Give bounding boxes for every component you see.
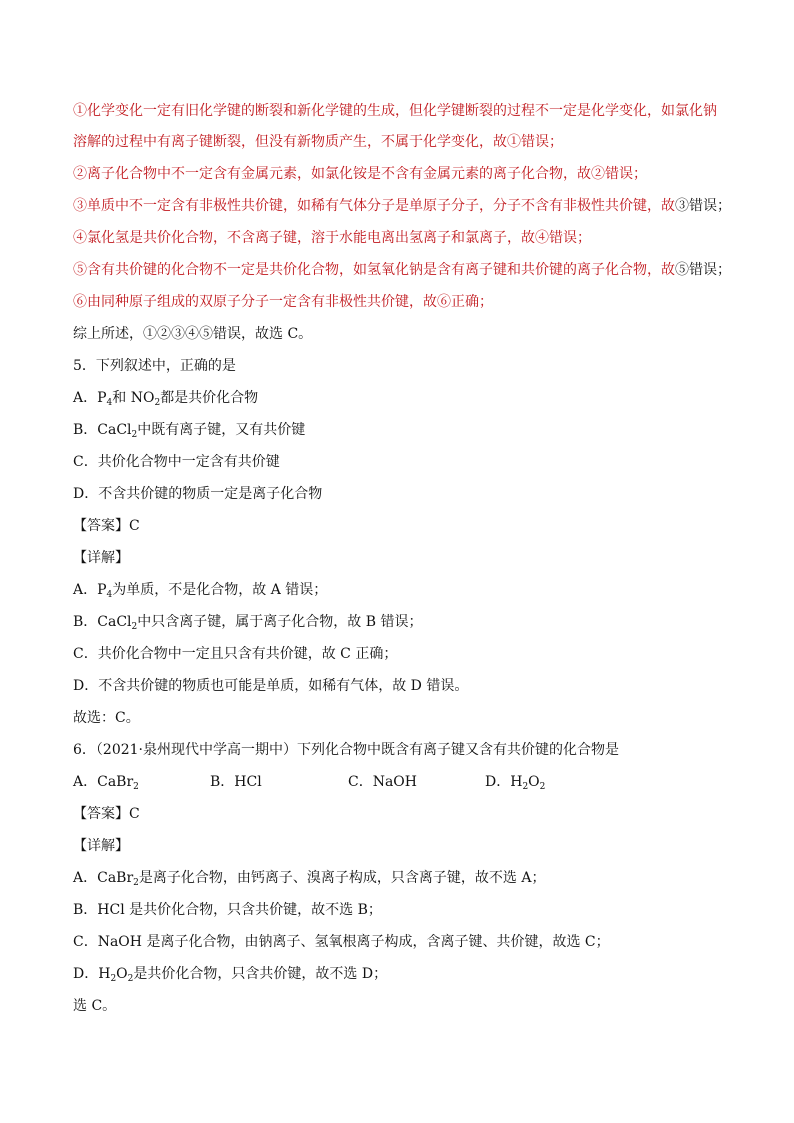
q5-a-mid: 和 NO (112, 390, 155, 406)
q5-option-d: D．不含共价键的物质一定是离子化合物 (73, 486, 323, 502)
q5-explain-d: D．不含共价键的物质也可能是单质，如稀有气体，故 D 错误。 (73, 678, 469, 694)
analysis-line-1: ①化学变化一定有旧化学键的断裂和新化学键的生成，但化学键断裂的过程不一定是化学变化，如氯化钠 (73, 103, 717, 119)
q6-exp-a-sub: 2 (133, 878, 139, 888)
q5-exp-b-post: 中只含离子键，属于离子化合物，故 B 错误； (137, 614, 423, 630)
q6-exp-a-post: 是离子化合物，由钙离子、溴离子构成，只含离子键，故不选 A； (138, 870, 546, 886)
q6-opt-d-sub1: 2 (522, 782, 529, 792)
analysis-line-4-tail: ③错误； (675, 198, 731, 214)
q5-explain-c: C．共价化合物中一定且只含有共价键，故 C 正确； (73, 646, 398, 662)
q5-a-post: 都是共价化合物 (160, 390, 259, 406)
q6-exp-d-mid: O (116, 966, 128, 982)
analysis-line-2 (73, 133, 563, 151)
q6-answer-value: C (129, 806, 140, 822)
analysis-line-3: ②离子化合物中不一定含有金属元素，如氯化铵是不含有金属元素的离子化合物，故②错误； (73, 166, 647, 182)
analysis-line-2-tail: 但没有新物质产生，不属于化学变化，故①错误； (255, 134, 563, 150)
q6-options (73, 773, 593, 791)
q5-stem: 5．下列叙述中，正确的是 (73, 358, 236, 374)
q5-explain-a (73, 581, 327, 599)
q6-option-b: B．HCl (210, 774, 262, 790)
q6-opt-d-pre: D．H (485, 774, 523, 790)
q5-exp-b-pre: B．CaCl (73, 614, 132, 630)
q6-explain-c: C．NaOH 是离子化合物，由钠离子、氢氧根离子构成，含离子键、共价键，故选 C； (73, 934, 610, 950)
analysis-line-6 (73, 261, 731, 279)
q5-b-post: 中既有离子键，又有共价键 (137, 422, 306, 438)
q6-opt-d-sub2: 2 (539, 782, 546, 792)
analysis-line-2-red: 溶解的过程中有离子键断裂， (73, 134, 255, 150)
q6-exp-d-sub1: 2 (110, 974, 117, 984)
analysis-line-6-tail: ⑤错误； (675, 262, 731, 278)
q6-detail-label (73, 837, 129, 855)
q5-option-b (73, 421, 305, 439)
q6-conclusion: 选 C。 (73, 998, 117, 1014)
analysis-line-7: ⑥由同种原子组成的双原子分子一定含有非极性共价键，故⑥正确； (73, 294, 493, 310)
q6-explain-b: B．HCl 是共价化合物，只含共价键，故不选 B； (73, 902, 382, 918)
q5-exp-b-sub: 2 (131, 622, 138, 632)
q5-exp-a-post: 为单质，不是化合物，故 A 错误； (112, 582, 328, 598)
q6-detail-label-text: 【详解】 (73, 838, 129, 854)
q5-detail-label-text: 【详解】 (73, 550, 129, 566)
q6-opt-d-mid: O (528, 774, 540, 790)
q6-answer (73, 805, 140, 823)
q6-explain-d (73, 965, 387, 983)
q5-answer-value: C (129, 518, 140, 534)
q5-detail-label (73, 549, 129, 567)
q6-option-d (485, 773, 545, 791)
q6-exp-d-post: 是共价化合物，只含共价键，故不选 D； (133, 966, 388, 982)
q5-exp-a-sub: 4 (106, 590, 113, 600)
q6-opt-a-pre: A．CaBr (73, 774, 134, 790)
q6-opt-a-sub: 2 (133, 782, 139, 792)
q6-stem: 6．（2021·泉州现代中学高一期中）下列化合物中既含有离子键又含有共价键的化合物是 (73, 742, 619, 758)
q6-option-c: C．NaOH (348, 774, 417, 790)
analysis-line-5: ④氯化氢是共价化合物，不含离子键，溶于水能电离出氢离子和氯离子，故④错误； (73, 230, 591, 246)
q5-exp-a-pre: A．P (73, 582, 107, 598)
analysis-summary: 综上所述，①②③④⑤错误，故选 C。 (73, 326, 313, 342)
q5-option-a (73, 389, 258, 407)
q5-a-sub1: 4 (106, 398, 113, 408)
q5-conclusion: 故选：C。 (73, 710, 140, 726)
q6-exp-d-pre: D．H (73, 966, 111, 982)
q6-exp-d-sub2: 2 (127, 974, 134, 984)
q5-answer-label: 【答案】 (73, 518, 129, 534)
q5-a-sub2: 2 (154, 398, 161, 408)
q5-option-c: C．共价化合物中一定含有共价键 (73, 454, 280, 470)
q5-b-sub: 2 (131, 430, 138, 440)
q5-a-pre: A．P (73, 390, 107, 406)
analysis-line-4-red: ③单质中不一定含有非极性共价键，如稀有气体分子是单原子分子，分子不含有非极性共价键，故 (73, 198, 675, 214)
q6-answer-label: 【答案】 (73, 806, 129, 822)
q6-explain-a (73, 869, 545, 887)
q6-exp-a-pre: A．CaBr (73, 870, 134, 886)
q6-option-a (73, 773, 139, 791)
q5-answer (73, 517, 140, 535)
analysis-line-6-red: ⑤含有共价键的化合物不一定是共价化合物，如氢氧化钠是含有离子键和共价键的离子化合物，故 (73, 262, 675, 278)
q5-explain-b (73, 613, 422, 631)
q5-b-pre: B．CaCl (73, 422, 132, 438)
analysis-line-4 (73, 197, 731, 215)
